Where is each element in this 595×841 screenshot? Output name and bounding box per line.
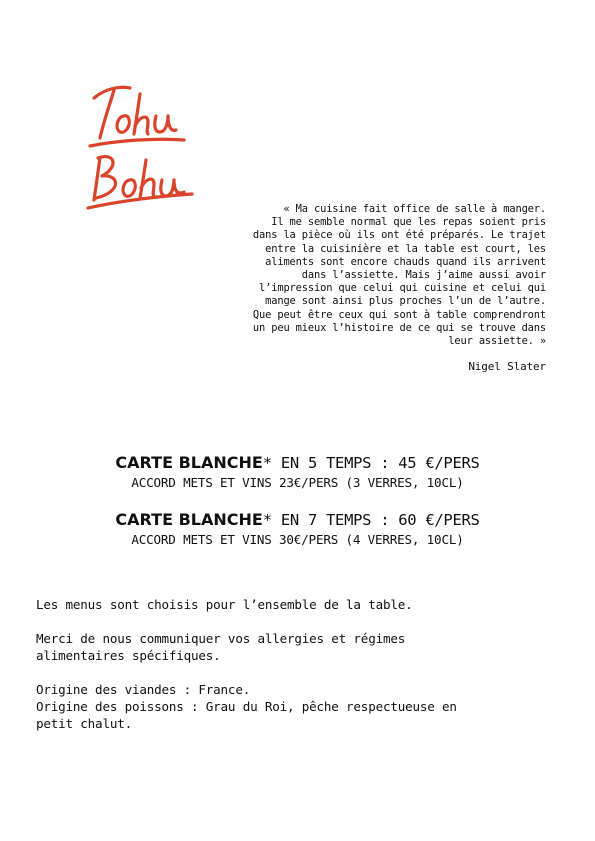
wine-pairing: ACCORD METS ET VINS 23€/PERS (3 VERRES, 10CL) (131, 475, 464, 490)
quote-line: un peu mieux l’histoire de ce qui se trouve dans (252, 321, 546, 334)
origin-fish: Origine des poissons : Grau du Roi, pêche respectueuse en (36, 699, 457, 714)
quote-line: dans la pièce où ils ont été préparés. Le trajet (252, 229, 546, 242)
quote-line: aliments sont encore chauds quand ils arrivent (265, 255, 546, 268)
menu-title (0, 509, 595, 531)
menu-title-bold: CARTE BLANCHE (115, 453, 263, 472)
wine-pairing: ACCORD METS ET VINS 30€/PERS (4 VERRES, 10CL) (131, 532, 464, 547)
menus-note: Les menus sont choisis pour l’ensemble de la table. (36, 597, 413, 612)
quote-line: Il me semble normal que les repas soient pris (271, 216, 546, 229)
menu-offer-5-courses (0, 452, 595, 491)
quote-line: Que peut être ceux qui sont à table comprendront (252, 308, 546, 321)
quote-line: l’impression que celui qui cuisine et celui qui (259, 282, 546, 295)
menu-offer-7-courses (0, 509, 595, 548)
quote-line: mange sont ainsi plus proches l’un de l’autre. (265, 295, 546, 308)
tohu-bohu-logo-icon (80, 76, 198, 216)
info-section (36, 596, 556, 749)
menu-title-rest: * EN 5 TEMPS : 45 €/PERS (262, 454, 480, 472)
menu-title (0, 452, 595, 474)
allergies-line: Merci de nous communiquer vos allergies et régimes (36, 631, 406, 646)
allergies-line: alimentaires spécifiques. (36, 648, 221, 663)
brand-logo (80, 76, 198, 216)
quote-line: dans l’assiette. Mais j’aime aussi avoir (301, 269, 546, 282)
origin-fish: petit chalut. (36, 716, 132, 731)
origins-note (36, 681, 556, 732)
allergies-note (36, 630, 556, 664)
quote-block (206, 203, 546, 373)
quote-line: « Ma cuisine fait office de salle à manger. (283, 203, 546, 215)
menu-title-rest: * EN 7 TEMPS : 60 €/PERS (262, 511, 480, 529)
menu-title-bold: CARTE BLANCHE (115, 510, 263, 529)
quote-line: entre la cuisinière et la table est court, les (265, 242, 546, 255)
quote-author: Nigel Slater (468, 360, 546, 374)
quote-line: leur assiette. » (448, 335, 546, 348)
origin-meat: Origine des viandes : France. (36, 682, 251, 697)
menu-offers (0, 452, 595, 566)
